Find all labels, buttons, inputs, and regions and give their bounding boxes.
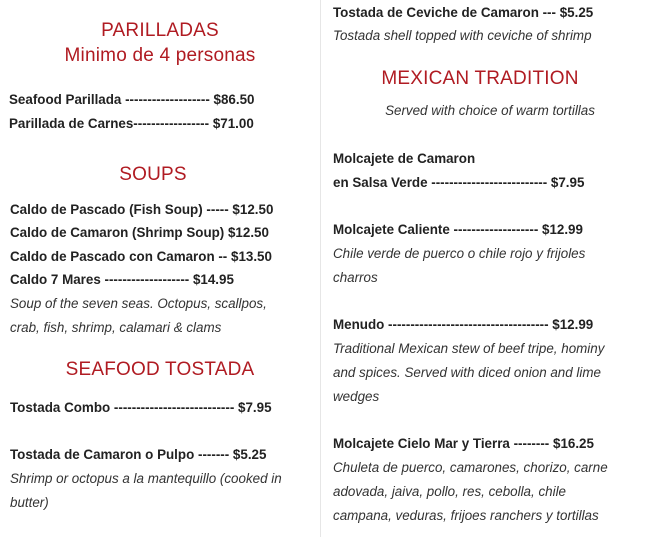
menu-item-caldo-7-mares: Caldo 7 Mares ------------------- $14.95 (10, 272, 234, 287)
menudo-description-line-2: and spices. Served with diced onion and lime (333, 365, 601, 380)
molcajete-caliente-description-line-1: Chile verde de puerco o chile rojo y frijoles (333, 246, 586, 261)
seafood-tostada-heading: SEAFOOD TOSTADA (65, 359, 255, 380)
tostada-camaron-description-line-1: Shrimp or octopus a la mantequillo (cooked in (10, 471, 282, 486)
molcajete-caliente-description-line-2: charros (333, 270, 378, 285)
menu-item-molcajete-camaron-line-2: en Salsa Verde -------------------------- $7.95 (333, 175, 585, 190)
caldo-7-mares-description-line-1: Soup of the seven seas. Octopus, scallpos, (10, 296, 267, 311)
menudo-description-line-1: Traditional Mexican stew of beef tripe, hominy (333, 341, 605, 356)
cielo-mar-tierra-description-line-1: Chuleta de puerco, camarones, chorizo, carne (333, 460, 608, 475)
soups-heading: SOUPS (119, 164, 187, 185)
tostada-camaron-description-line-2: butter) (10, 495, 49, 510)
tostada-ceviche-description: Tostada shell topped with ceviche of shrimp (333, 28, 592, 43)
cielo-mar-tierra-description-line-2: adovada, jaiva, pollo, res, cebolla, chile (333, 484, 566, 499)
cielo-mar-tierra-description-line-3: campana, veduras, frijoes ranchers y tortillas (333, 508, 599, 523)
menu-item-molcajete-camaron-line-1: Molcajete de Camaron (333, 151, 476, 166)
menudo-description-line-3: wedges (333, 389, 380, 404)
menu-item-tostada-camaron-pulpo: Tostada de Camaron o Pulpo ------- $5.25 (10, 447, 267, 462)
menu-item-caldo-camaron: Caldo de Camaron (Shrimp Soup) $12.50 (10, 225, 269, 240)
mexican-tradition-subtitle: Served with choice of warm tortillas (385, 103, 595, 118)
menu-item-caldo-pascado-camaron: Caldo de Pascado con Camaron -- $13.50 (10, 249, 272, 264)
caldo-7-mares-description-line-2: crab, fish, shrimp, calamari & clams (10, 320, 222, 335)
menu-item-caldo-pascado: Caldo de Pascado (Fish Soup) ----- $12.50 (10, 202, 274, 217)
parilladas-subtitle: Minimo de 4 personas (64, 45, 256, 66)
menu-item-molcajete-caliente: Molcajete Caliente ------------------- $12.99 (333, 222, 583, 237)
menu-item-tostada-ceviche: Tostada de Ceviche de Camaron --- $5.25 (333, 5, 594, 20)
menu-item-molcajete-cielo-mar-tierra: Molcajete Cielo Mar y Tierra -------- $16.25 (333, 436, 594, 451)
menu-item-tostada-combo: Tostada Combo --------------------------- $7.95 (10, 400, 272, 415)
menu-item-parillada-de-carnes: Parillada de Carnes----------------- $71.00 (9, 116, 254, 131)
mexican-tradition-heading: MEXICAN TRADITION (381, 68, 579, 89)
parilladas-heading: PARILLADAS (101, 20, 219, 41)
menu-item-menudo: Menudo ------------------------------------ $12.99 (333, 317, 594, 332)
menu-item-seafood-parillada: Seafood Parillada ------------------- $86.50 (9, 92, 255, 107)
